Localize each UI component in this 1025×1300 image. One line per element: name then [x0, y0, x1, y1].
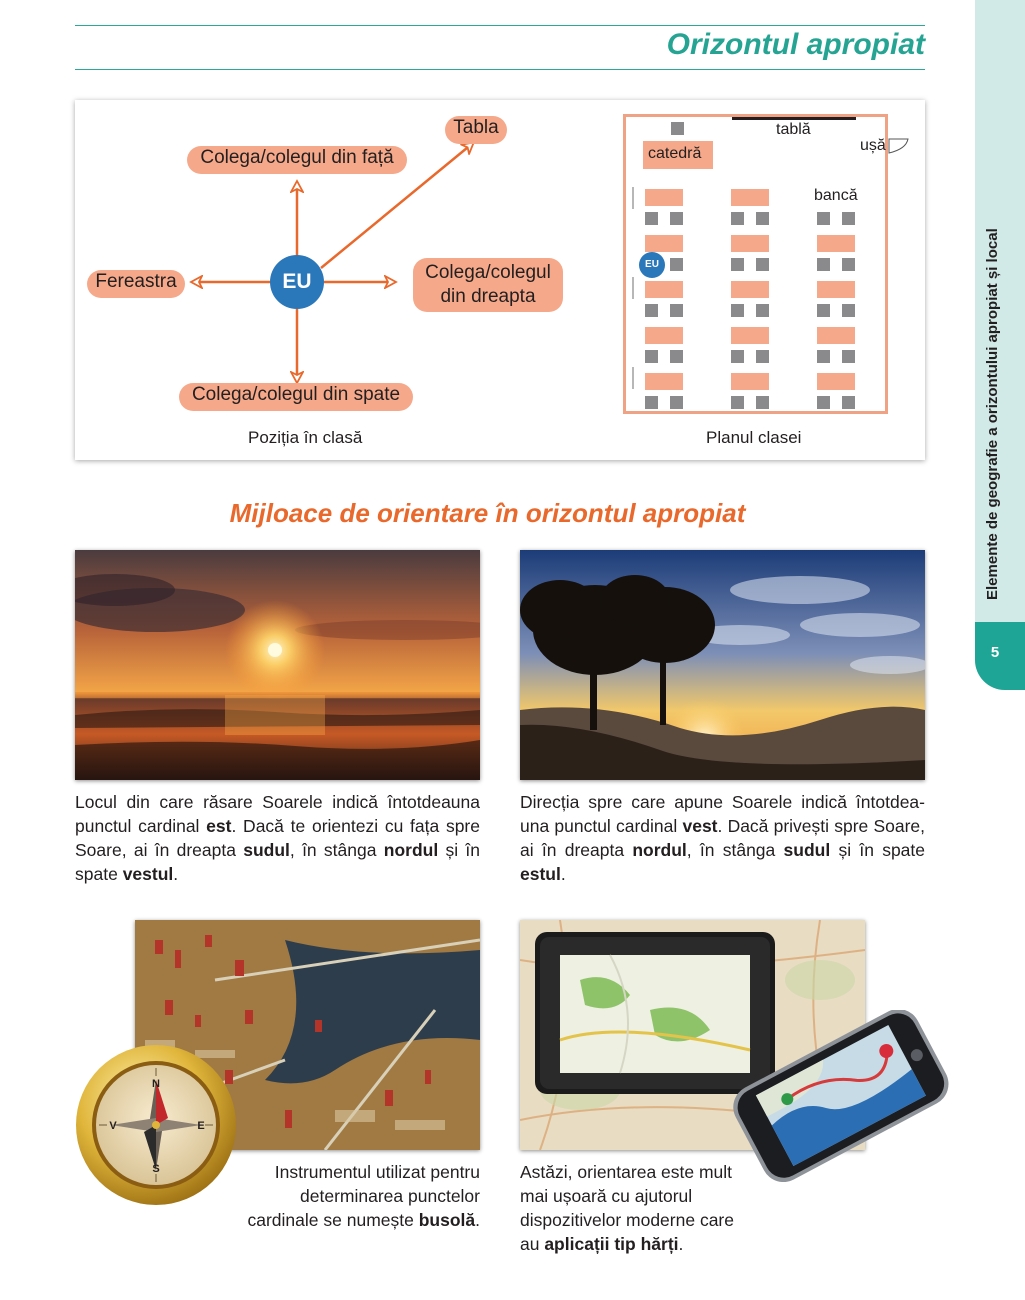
label-front-classmate: Colega/colegul din față — [187, 146, 407, 174]
bench-desk — [645, 327, 683, 344]
gps-paragraph: Astăzi, orientarea este mult mai ușoară cu ajutorul dispozitivelor moderne care au aplicații tip hărți. — [520, 1162, 734, 1254]
bench-chair — [670, 350, 683, 363]
bench-chair — [731, 396, 744, 409]
bench-desk — [731, 373, 769, 390]
bench-chair — [731, 258, 744, 271]
me-seat-marker: EU — [639, 252, 665, 278]
me-marker: EU — [270, 255, 324, 309]
bench-desk — [645, 281, 683, 298]
bench-label: bancă — [814, 187, 858, 204]
bench-chair — [756, 396, 769, 409]
section-title — [0, 498, 975, 529]
bench-chair — [817, 258, 830, 271]
smartphone-icon — [722, 1010, 958, 1182]
bench-chair — [842, 212, 855, 225]
door-label: ușă — [860, 137, 886, 154]
caption-class-plan: Planul clasei — [706, 428, 802, 447]
bench-chair — [645, 304, 658, 317]
bench-chair — [817, 396, 830, 409]
bench-chair — [842, 304, 855, 317]
sunset-photo — [520, 550, 925, 780]
bench-chair — [817, 212, 830, 225]
bench-chair — [756, 258, 769, 271]
door-icon — [888, 137, 910, 155]
label-window: Fereastra — [87, 270, 185, 298]
sunset-paragraph: Direcția spre care apune Soarele indică întotdea-una punctul cardinal vest. Dacă privești spre Soare, ai în dreapta nordul, în stânga sudul și în spate estul. — [520, 792, 926, 884]
classroom-figure — [75, 100, 925, 460]
bench-chair — [842, 396, 855, 409]
compass-north: N — [152, 1078, 160, 1090]
header-rule-top — [75, 25, 925, 26]
label-right-line2: din dreapta — [440, 286, 536, 307]
bench-desk — [817, 327, 855, 344]
page-number: 5 — [990, 644, 1000, 661]
bench-chair — [731, 212, 744, 225]
bench-desk — [731, 327, 769, 344]
bench-desk — [645, 189, 683, 206]
window-mark — [632, 277, 634, 299]
section-title-text: Mijloace de orientare în orizontul apropiat — [229, 498, 746, 528]
chapter-title: Elemente de geografie a orizontului apropiat și local — [984, 228, 1001, 600]
bench-chair — [756, 350, 769, 363]
bench-desk — [645, 373, 683, 390]
sunrise-photo — [75, 550, 480, 780]
class-plan — [623, 114, 888, 414]
bench-desk — [645, 235, 683, 252]
bench-chair — [670, 396, 683, 409]
bench-desk — [731, 281, 769, 298]
page-title: Orizontul apropiat — [666, 28, 925, 61]
label-right-classmate — [413, 258, 563, 312]
bench-desk — [731, 189, 769, 206]
bench-desk — [817, 281, 855, 298]
bench-chair — [817, 350, 830, 363]
bench-chair — [645, 212, 658, 225]
bench-chair — [756, 212, 769, 225]
bench-chair — [731, 304, 744, 317]
compass-east: E — [197, 1120, 205, 1132]
caption-position: Poziția în clasă — [248, 428, 363, 447]
compass-paragraph: Instrumentul utilizat pentru determinarea punctelor cardinale se numește busolă. — [247, 1162, 480, 1230]
bench-chair — [670, 304, 683, 317]
board-bar — [732, 117, 856, 120]
window-mark — [632, 367, 634, 389]
bench-chair — [731, 350, 744, 363]
bench-desk — [817, 235, 855, 252]
bench-chair — [670, 212, 683, 225]
bench-desk — [731, 235, 769, 252]
bench-chair — [645, 396, 658, 409]
bench-chair — [670, 258, 683, 271]
compass-south: S — [152, 1163, 160, 1175]
board-label: tablă — [776, 121, 811, 138]
bench-chair — [645, 350, 658, 363]
bench-chair — [842, 350, 855, 363]
bench-chair — [842, 258, 855, 271]
window-mark — [632, 187, 634, 209]
compass-west: V — [109, 1120, 117, 1132]
label-board: Tabla — [445, 116, 507, 144]
header-rule-bottom — [75, 69, 925, 70]
label-behind-classmate: Colega/colegul din spate — [179, 383, 413, 411]
bench-chair — [756, 304, 769, 317]
compass-icon — [73, 1042, 239, 1208]
sunrise-paragraph: Locul din care răsare Soarele indică întotdeauna punctul cardinal est. Dacă te orientezi cu fața spre Soare, ai în dreapta sudul, în stânga nordul și în spate vestul. — [75, 792, 480, 884]
teacher-desk-label: catedră — [648, 145, 702, 162]
bench-chair — [817, 304, 830, 317]
teacher-chair — [671, 122, 684, 135]
page-number-tab — [975, 622, 1025, 690]
label-right-line1: Colega/colegul — [425, 262, 551, 283]
bench-desk — [817, 373, 855, 390]
